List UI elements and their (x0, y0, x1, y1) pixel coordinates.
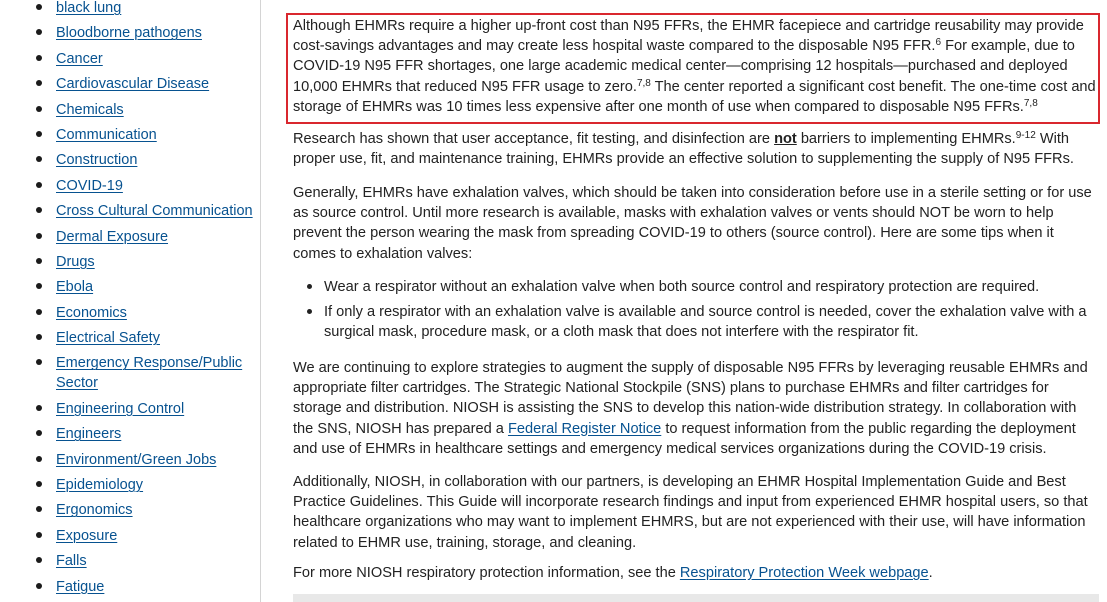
topic-item (36, 424, 258, 444)
research-text-2: barriers to implementing EHMRs. (796, 131, 1016, 147)
topic-link-cancer[interactable]: Cancer (56, 50, 103, 67)
topic-link-covid-19[interactable]: COVID-19 (56, 177, 123, 194)
emphasis-not: not (774, 131, 797, 147)
topic-item (36, 176, 258, 196)
topic-sidebar (0, 0, 261, 602)
topic-link-dermal-exposure[interactable]: Dermal Exposure (56, 228, 169, 245)
topic-link-falls[interactable]: Falls (56, 553, 87, 570)
topic-link-cardiovascular-disease[interactable]: Cardiovascular Disease (56, 76, 210, 93)
topic-item (36, 475, 258, 495)
topic-link-bloodborne-pathogens[interactable]: Bloodborne pathogens (56, 25, 202, 42)
topic-link-epidemiology[interactable]: Epidemiology (56, 477, 144, 494)
research-paragraph (293, 129, 1099, 169)
topic-item (36, 303, 258, 323)
topic-item (36, 125, 258, 145)
supply-text-2: to request information from the public regarding the deployment and use of EHMRs in healthcare settings and emergency medical services organizations during the COVID-19 crisis. (293, 420, 1076, 457)
footnote-ref: 7,8 (636, 77, 651, 89)
topic-link-communication[interactable]: Communication (56, 126, 157, 143)
topic-link-ebola[interactable]: Ebola (56, 279, 94, 296)
tip-item: Wear a respirator without an exhalation valve when both source control and respiratory protection are required. (293, 277, 1099, 297)
topic-item (36, 227, 258, 247)
topic-item (36, 526, 258, 546)
topic-item (36, 49, 258, 69)
exhalation-tips-list (293, 277, 1099, 348)
topic-link-black-lung[interactable]: black lung (56, 0, 122, 16)
exhalation-valve-paragraph: Generally, EHMRs have exhalation valves, which should be taken into consideration before use in a sterile setting or for use as source control. Until more research is available, masks with exhalation valves or vents should NOT be worn to help prevent the person wearing the mask from spreading COVID-19 to others (source control). Here are some tips when it comes to exhalation valves: (293, 185, 1092, 262)
topic-item (36, 399, 258, 419)
respiratory-protection-week-link[interactable]: Respiratory Protection Week webpage (679, 565, 929, 581)
more-info-text: For more NIOSH respiratory protection information, see the (293, 565, 680, 581)
more-info-period: . (928, 565, 933, 581)
cost-text-1: Although EHMRs require a higher up-front cost than N95 FFRs, the EHMR facepiece and cartridge reusability may provide cost-savings advantages and may create less hospital waste compared to the disposable N95 FFR. (293, 18, 1084, 55)
topic-link-emergency-response[interactable]: Emergency Response/Public Sector (56, 355, 243, 392)
tip-item: If only a respirator with an exhalation valve is available and source control is needed, cover the exhalation valve with a surgical mask, procedure mask, or a cloth mask that does not interfere with the respirator fit. (293, 302, 1099, 342)
topic-link-fatigue[interactable]: Fatigue (56, 578, 105, 595)
topic-link-electrical-safety[interactable]: Electrical Safety (56, 330, 160, 347)
topic-item (36, 577, 258, 597)
topic-link-chemicals[interactable]: Chemicals (56, 101, 124, 118)
topic-link-construction[interactable]: Construction (56, 152, 138, 169)
research-text-1: Research has shown that user acceptance, fit testing, and disinfection are (293, 131, 775, 147)
topic-link-engineering-control[interactable]: Engineering Control (56, 400, 185, 417)
article-body (293, 0, 1101, 602)
topic-item (36, 74, 258, 94)
cost-text-3: The center reported a significant cost benefit. The one-time cost and storage of EHMRs was 10 times less expensive after one month of use when compared to disposable N95 FFRs. (293, 78, 1096, 115)
federal-register-notice-link[interactable]: Federal Register Notice (507, 420, 662, 437)
topic-item (36, 450, 258, 470)
cost-paragraph (293, 16, 1099, 117)
topic-link-environment-green-jobs[interactable]: Environment/Green Jobs (56, 451, 217, 468)
topic-item (36, 150, 258, 170)
research-text-3: With proper use, fit, and maintenance training, EHMRs provide an effective solution to supplementing the supply of N95 FFRs. (293, 131, 1074, 168)
implementation-guide-paragraph: Additionally, NIOSH, in collaboration with our partners, is developing an EHMR Hospital Implementation Guide and Best Practice Guidelines. This Guide will incorporate research findings and input from experienced EHMR hospital users, so that healthcare organizations who may want to implement EHMRS, but are not experienced with their use, will have information related to EHMR use, training, storage, and cleaning. (293, 474, 1088, 551)
bottom-panel-edge (293, 594, 1099, 602)
topic-link-ergonomics[interactable]: Ergonomics (56, 502, 133, 519)
topic-item (36, 500, 258, 520)
topic-item (36, 23, 258, 43)
topic-item (36, 0, 258, 18)
footnote-ref: 7,8 (1023, 97, 1038, 109)
topic-link-economics[interactable]: Economics (56, 304, 127, 321)
more-info-paragraph (293, 563, 1099, 583)
topic-item (36, 201, 258, 221)
topic-item (36, 277, 258, 297)
topic-link-exposure[interactable]: Exposure (56, 527, 118, 544)
topic-item (36, 328, 258, 348)
topic-link-drugs[interactable]: Drugs (56, 253, 95, 270)
topic-link-engineers[interactable]: Engineers (56, 426, 122, 443)
cost-text-2: For example, due to COVID-19 N95 FFR shortages, one large academic medical center—comprising 12 hospitals—purchased and deployed 10,000 EHMRs that reduced N95 FFR usage to zero. (293, 38, 1075, 95)
topic-item (36, 252, 258, 272)
supply-strategy-paragraph (293, 358, 1099, 459)
topic-list (36, 0, 258, 602)
footnote-ref: 6 (935, 37, 942, 49)
topic-item (36, 353, 258, 393)
topic-link-cross-cultural-communication[interactable]: Cross Cultural Communication (56, 203, 253, 220)
topic-item (36, 100, 258, 120)
supply-text-1: We are continuing to explore strategies to augment the supply of disposable N95 FFRs by leveraging reusable EHMRs and appropriate filter cartridges. The Strategic National Stockpile (SNS) plans to purchase EHMRs and filter cartridges for storage and distribution. NIOSH is assisting the SNS to develop this nation-wide distribution strategy. In collaboration with the SNS, NIOSH has prepared a (293, 360, 1088, 437)
topic-item (36, 551, 258, 571)
footnote-ref: 9-12 (1015, 130, 1036, 141)
